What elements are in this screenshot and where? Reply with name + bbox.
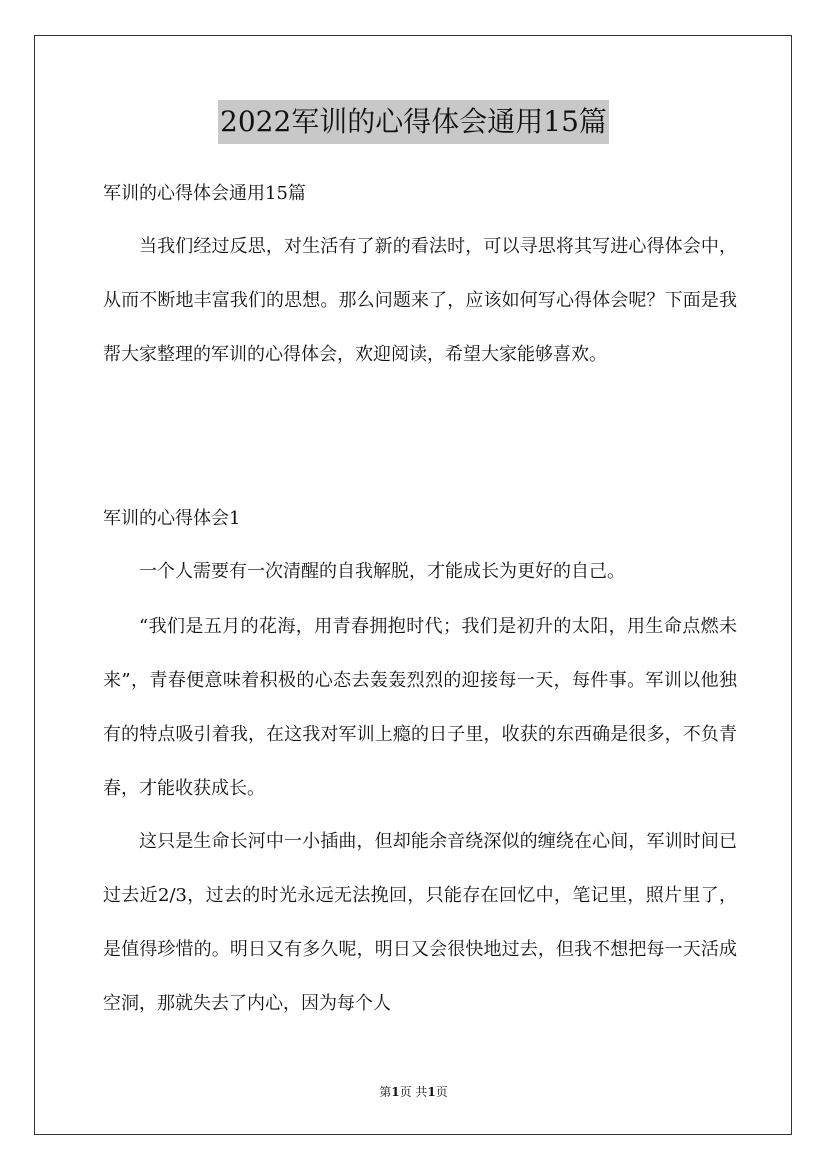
footer-page-mid: 页 共 bbox=[399, 1085, 428, 1099]
document-subtitle: 军训的心得体会通用15篇 bbox=[103, 183, 306, 204]
page-footer bbox=[0, 1083, 827, 1101]
footer-page-prefix: 第 bbox=[379, 1085, 392, 1099]
footer-page-total: 1 bbox=[427, 1085, 436, 1099]
section-heading: 军训的心得体会1 bbox=[103, 508, 241, 529]
document-title: 2022军训的心得体会通用15篇 bbox=[218, 100, 609, 144]
intro-paragraph: 当我们经过反思，对生活有了新的看法时，可以寻思将其写进心得体会中，从而不断地丰富我们的思想。那么问题来了，应该如何写心得体会呢？下面是我帮大家整理的军训的心得体会，欢迎阅读，希望大家能够喜欢。 bbox=[103, 236, 737, 365]
body-paragraph-3: 这只是生命长河中一小插曲，但却能余音绕深似的缠绕在心间，军训时间已过去近2/3，过去的时光永远无法挽回，只能存在回忆中，笔记里，照片里了，是值得珍惜的。明日又有多久呢，明日又会很快地过去，但我不想把每一天活成空洞，那就失去了内心，因为每个人 bbox=[103, 831, 737, 1014]
body-paragraph-1: 一个人需要有一次清醒的自我解脱，才能成长为更好的自己。 bbox=[139, 561, 625, 582]
body-paragraph-2: “我们是五月的花海，用青春拥抱时代；我们是初升的太阳，用生命点燃未来”，青春便意味着积极的心态去轰轰烈烈的迎接每一天，每件事。军训以他独有的特点吸引着我，在这我对军训上瘾的日子里，收获的东西确是很多，不负青春，才能收获成长。 bbox=[103, 616, 737, 799]
title-container bbox=[0, 100, 827, 144]
footer-page-current: 1 bbox=[391, 1085, 400, 1099]
footer-page-suffix: 页 bbox=[435, 1085, 448, 1099]
